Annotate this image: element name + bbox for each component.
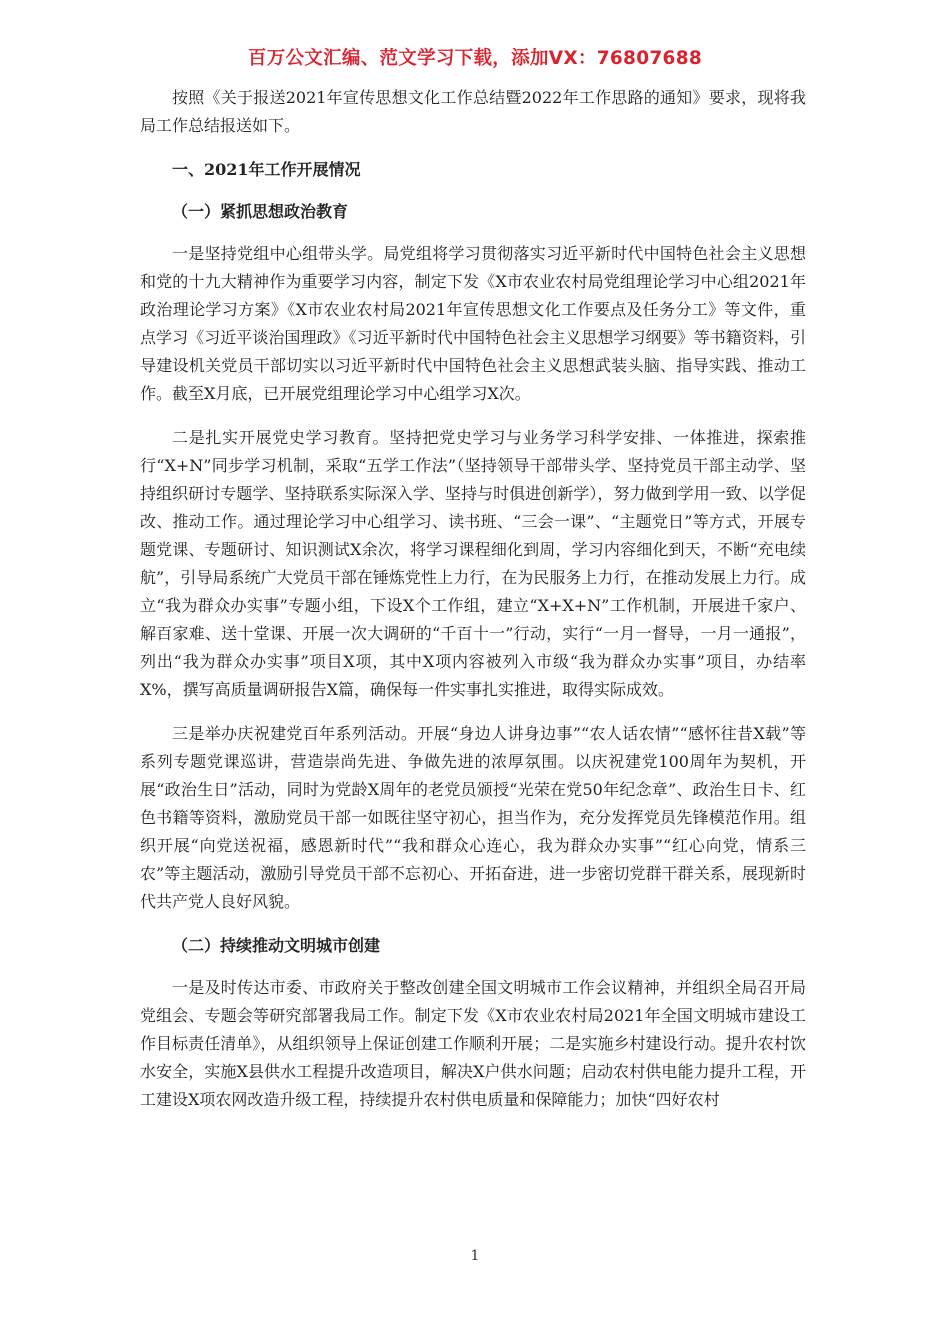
intro-paragraph: 按照《关于报送2021年宣传思想文化工作总结暨2022年工作思路的通知》要求，现将我局工作总结报送如下。: [140, 88, 806, 135]
subsection-heading: （二）持续推动文明城市创建: [172, 936, 381, 955]
paragraph: 一是坚持党组中心组带头学。局党组将学习贯彻落实习近平新时代中国特色社会主义思想和党的十九大精神作为重要学习内容，制定下发《X市农业农村局党组理论学习中心组2021年政治理论学习方案》《X市农业农村局2021年宣传思想文化工作要点及任务分工》等文件，重点学习《习近平谈治国理政》《习近平新时代中国特色社会主义思想学习纲要》等书籍资料，引导建设机关党员干部切实以习近平新时代中国特色社会主义思想武装头脑、指导实践、推动工作。截至X月底，已开展党组理论学习中心组学习X次。: [140, 244, 806, 403]
subsection-heading: （一）紧抓思想政治教育: [172, 202, 349, 221]
watermark-banner: 百万公文汇编、范文学习下载，添加VX：76807688: [247, 48, 703, 69]
paragraph: 三是举办庆祝建党百年系列活动。开展“身边人讲身边事”“农人话农情”“感怀往昔X载”等系列专题党课巡讲，营造崇尚先进、争做先进的浓厚氛围。以庆祝建党100周年为契机，开展“政治生日”活动，同时为党龄X周年的老党员颁授“光荣在党50年纪念章”、政治生日卡、红色书籍等资料，激励党员干部一如既往坚守初心，担当作为，充分发挥党员先锋模范作用。组织开展“向党送祝福，感恩新时代”“我和群众心连心，我为群众办实事”“红心向党，情系三农”等主题活动，激励引导党员干部不忘初心、开拓奋进，进一步密切党群干群关系，展现新时代共产党人良好风貌。: [140, 724, 806, 911]
paragraph: 二是扎实开展党史学习教育。坚持把党史学习与业务学习科学安排、一体推进，探索推行“X+N”同步学习机制，采取“五学工作法”（坚持领导干部带头学、坚持党员干部主动学、坚持组织研讨专题学、坚持联系实际深入学、坚持与时俱进创新学），努力做到学用一致、以学促改、推动工作。通过理论学习中心组学习、读书班、“三会一课”、“主题党日”等方式，开展专题党课、专题研讨、知识测试X余次，将学习课程细化到周，学习内容细化到天，不断“充电续航”，引导局系统广大党员干部在锤炼党性上力行，在为民服务上力行，在推动发展上力行。成立“我为群众办实事”专题小组，下设X个工作组，建立“X+X+N”工作机制，开展进千家户、解百家难、送十堂课、开展一次大调研的“千百十一”行动，实行“一月一督导，一月一通报”，列出“我为群众办实事”项目X项，其中X项内容被列入市级“我为群众办实事”项目，办结率X%，撰写高质量调研报告X篇，确保每一件实事扎实推进，取得实际成效。: [140, 428, 806, 699]
document-body: [140, 84, 806, 1130]
paragraph: 一是及时传达市委、市政府关于整改创建全国文明城市工作会议精神，并组织全局召开局党组会、专题会等研究部署我局工作。制定下发《X市农业农村局2021年全国文明城市建设工作目标责任清单》，从组织领导上保证创建工作顺利开展；二是实施乡村建设行动。提升农村饮水安全，实施X县供水工程提升改造项目，解决X户供水问题；启动农村供电能力提升工程，开工建设X项农网改造升级工程，持续提升农村供电质量和保障能力；加快“四好农村: [140, 978, 806, 1109]
page-number: 1: [470, 1248, 480, 1264]
section-heading: 一、2021年工作开展情况: [172, 160, 361, 179]
